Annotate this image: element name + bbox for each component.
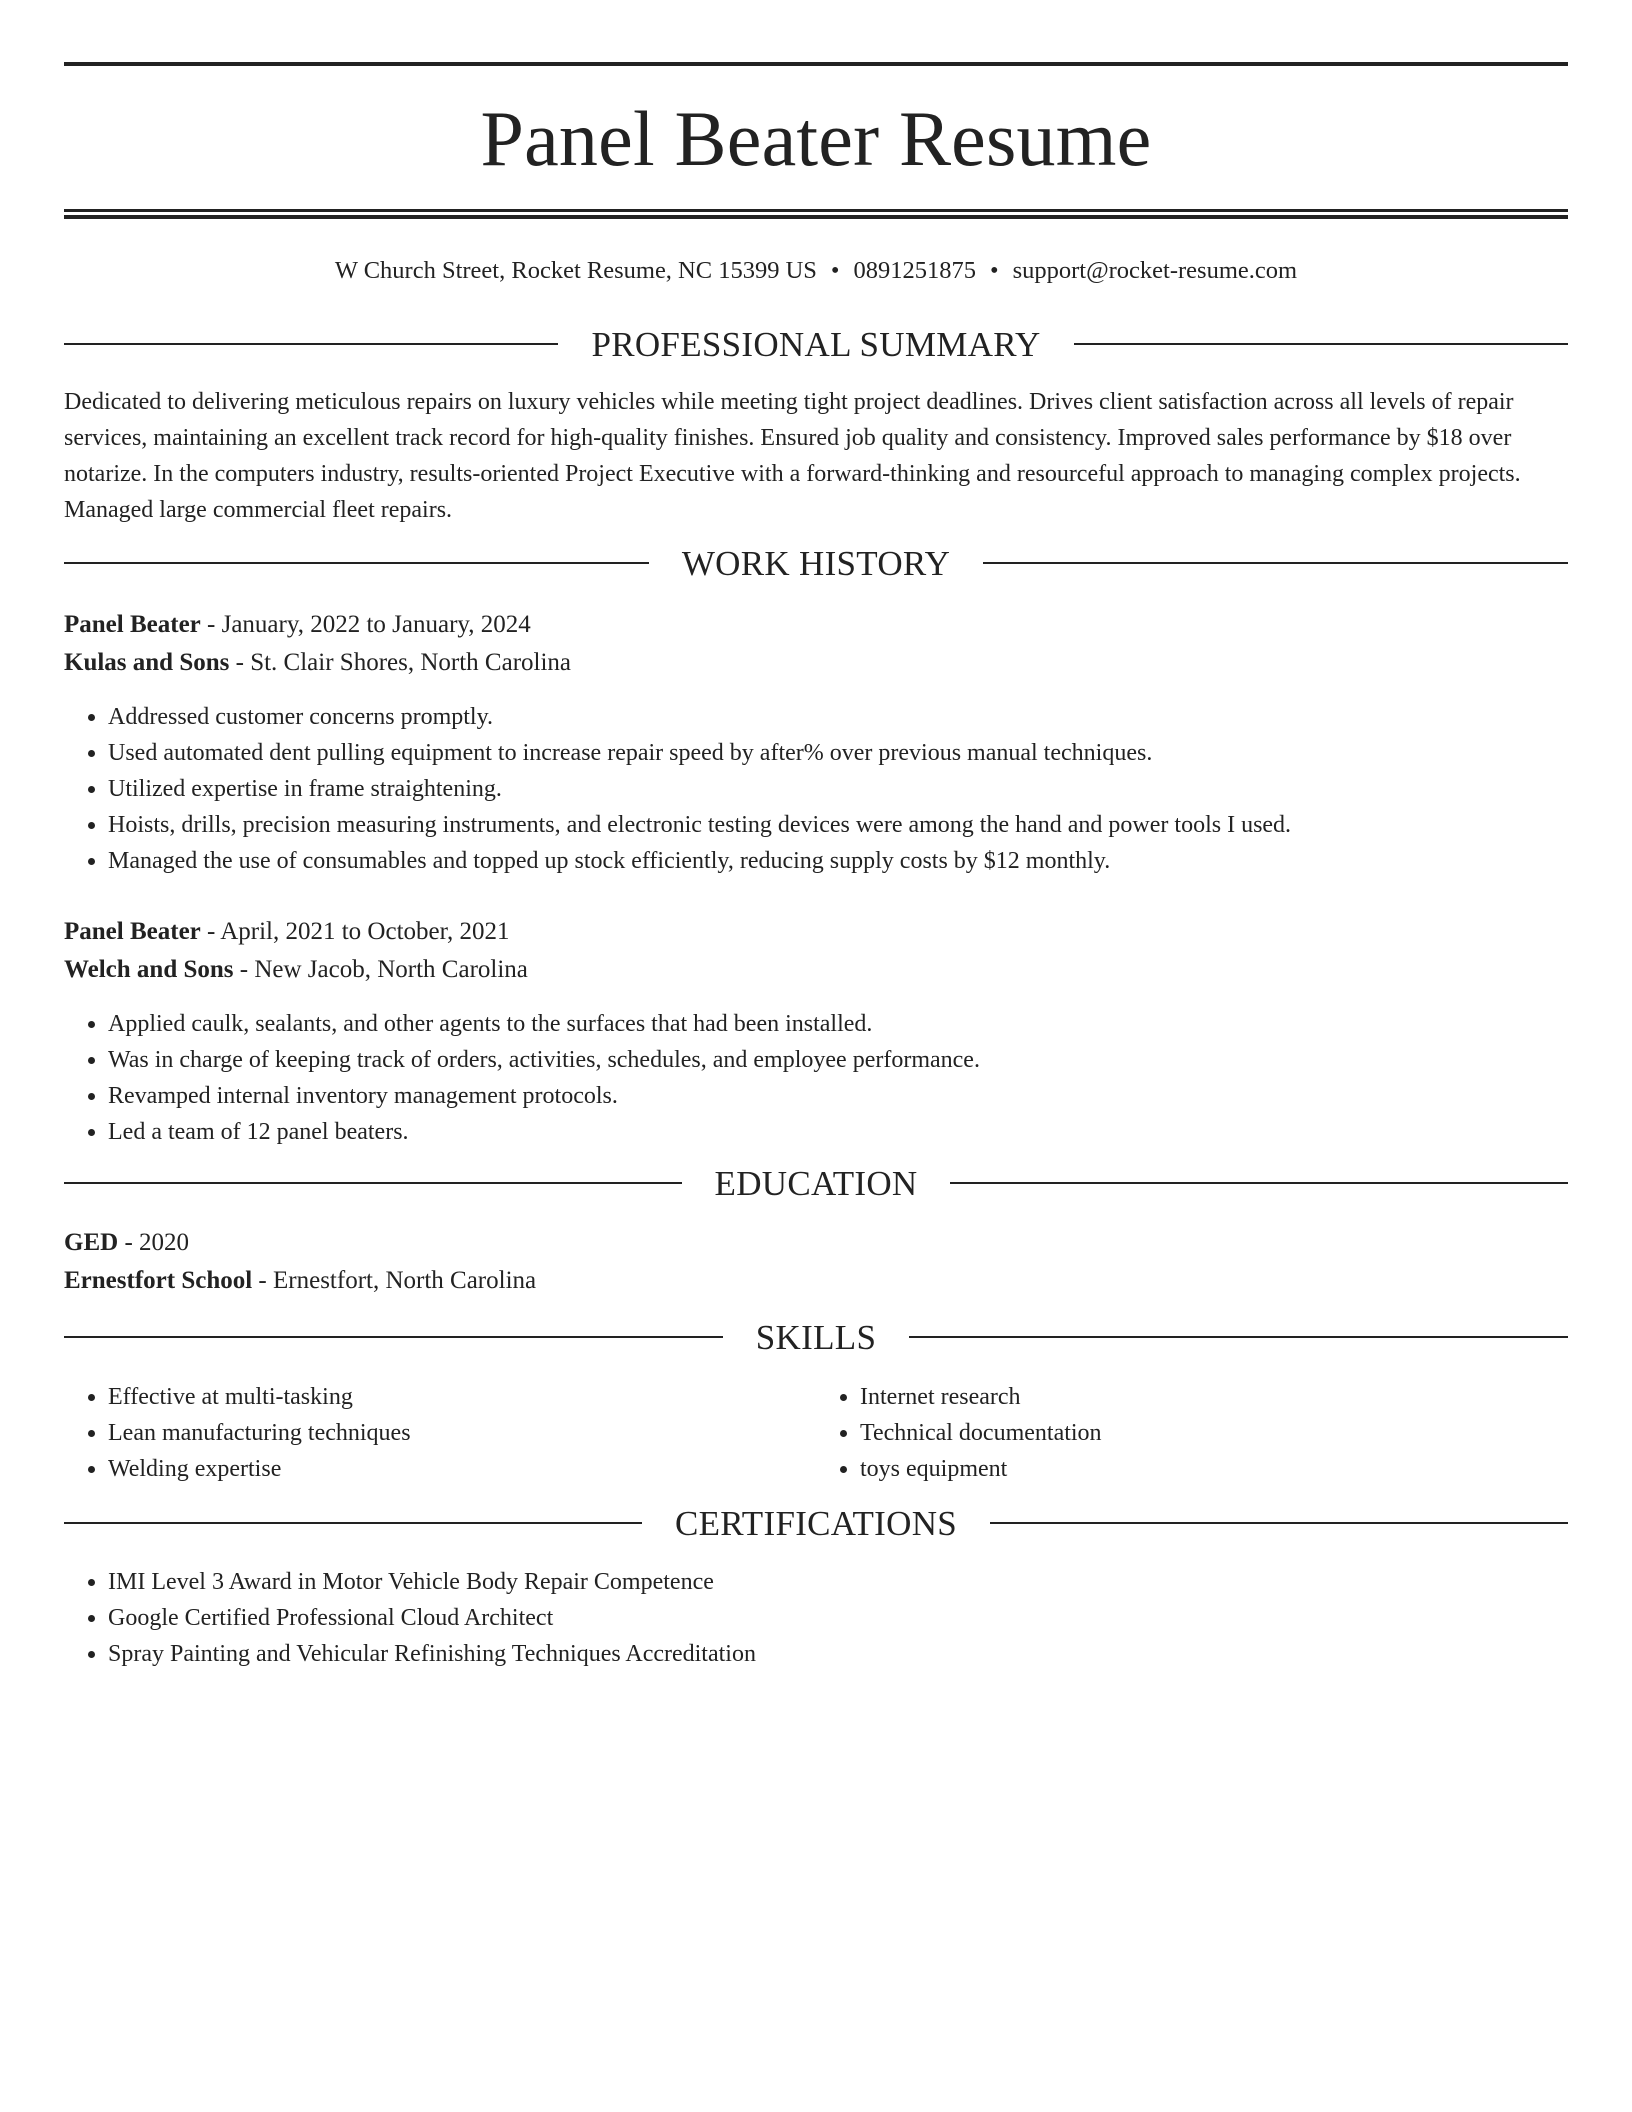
- skills-list-left: [64, 1379, 816, 1487]
- certifications-list: [64, 1564, 1568, 1672]
- heading-rule: [1074, 343, 1568, 345]
- job-title: Panel Beater: [64, 917, 201, 945]
- summary-text: Dedicated to delivering meticulous repairs on luxury vehicles while meeting tight project deadlines. Drives client satisfaction across all levels of repair services, maintaining an excellent track record for high-quality finishes. Ensured job quality and consistency. Improved sales performance by $18 over notarize. In the computers industry, results-oriented Project Executive with a forward-thinking and resourceful approach to managing complex projects. Managed large commercial fleet repairs.: [64, 388, 1521, 523]
- heading-rule: [64, 1182, 682, 1184]
- job-title: Panel Beater: [64, 610, 201, 638]
- job-location: - New Jacob, North Carolina: [233, 955, 528, 983]
- contact-email: support@rocket-resume.com: [1012, 257, 1298, 284]
- section-title: EDUCATION: [714, 1163, 918, 1203]
- resume-title: Panel Beater Resume: [480, 95, 1152, 182]
- top-rule: [64, 62, 1568, 66]
- heading-rule: [64, 1336, 723, 1338]
- heading-rule: [64, 343, 558, 345]
- contact-separator: •: [990, 257, 999, 284]
- list-item: • Managed the use of consumables and topped up stock efficiently, reducing supply costs by $12 monthly.: [108, 843, 1568, 879]
- heading-rule: [950, 1182, 1568, 1184]
- job-dates: - April, 2021 to October, 2021: [200, 917, 510, 945]
- heading-rule: [909, 1336, 1568, 1338]
- section-title: CERTIFICATIONS: [674, 1503, 958, 1543]
- education-degree: GED: [64, 1228, 119, 1256]
- heading-rule: [983, 562, 1568, 564]
- section-heading-certifications: [64, 1503, 1568, 1543]
- list-item: • Hoists, drills, precision measuring instruments, and electronic testing devices were among the hand and power tools I used.: [108, 807, 1568, 843]
- job-entry: [64, 606, 1568, 682]
- section-heading-skills: [64, 1317, 1568, 1357]
- job-bullets: [64, 1006, 1568, 1150]
- job-dates: - January, 2022 to January, 2024: [200, 610, 531, 638]
- list-item: • toys equipment: [860, 1451, 1568, 1487]
- list-item: • Welding expertise: [108, 1451, 816, 1487]
- list-item: • Effective at multi-tasking: [108, 1379, 816, 1415]
- heading-rule: [990, 1522, 1568, 1524]
- job-company: Kulas and Sons: [64, 648, 230, 676]
- skills-columns: [64, 1379, 1568, 1487]
- job-title-line: [64, 913, 1568, 951]
- heading-rule: [64, 562, 649, 564]
- list-item: • IMI Level 3 Award in Motor Vehicle Body Repair Competence: [108, 1564, 1568, 1600]
- list-item: • Used automated dent pulling equipment to increase repair speed by after% over previous manual techniques.: [108, 735, 1568, 771]
- job-company-line: [64, 644, 1568, 682]
- list-item: • Spray Painting and Vehicular Refinishing Techniques Accreditation: [108, 1636, 1568, 1672]
- title-double-rule: [64, 209, 1568, 219]
- heading-rule: [64, 1522, 642, 1524]
- section-heading-summary: [64, 324, 1568, 364]
- education-year: - 2020: [118, 1228, 190, 1256]
- job-location: - St. Clair Shores, North Carolina: [229, 648, 572, 676]
- education-school-line: [64, 1262, 1568, 1300]
- job-bullets: [64, 699, 1568, 879]
- job-company: Welch and Sons: [64, 955, 234, 983]
- list-item: • Technical documentation: [860, 1415, 1568, 1451]
- education-degree-line: [64, 1224, 1568, 1262]
- section-title: WORK HISTORY: [681, 543, 951, 583]
- education-location: - Ernestfort, North Carolina: [252, 1266, 537, 1294]
- section-heading-education: [64, 1163, 1568, 1203]
- list-item: • Google Certified Professional Cloud Architect: [108, 1600, 1568, 1636]
- section-title: SKILLS: [755, 1317, 877, 1357]
- list-item: • Utilized expertise in frame straightening.: [108, 771, 1568, 807]
- contact-phone: 0891251875: [853, 257, 976, 284]
- list-item: • Internet research: [860, 1379, 1568, 1415]
- list-item: • Led a team of 12 panel beaters.: [108, 1114, 1568, 1150]
- list-item: • Applied caulk, sealants, and other agents to the surfaces that had been installed.: [108, 1006, 1568, 1042]
- list-item: • Revamped internal inventory management protocols.: [108, 1078, 1568, 1114]
- education-entry: [64, 1224, 1568, 1300]
- list-item: • Was in charge of keeping track of orders, activities, schedules, and employee performance.: [108, 1042, 1568, 1078]
- section-title: PROFESSIONAL SUMMARY: [591, 324, 1041, 364]
- section-heading-work-history: [64, 543, 1568, 583]
- contact-address: W Church Street, Rocket Resume, NC 15399 US: [334, 257, 817, 284]
- job-entry: [64, 913, 1568, 989]
- contact-separator: •: [830, 257, 840, 284]
- list-item: • Addressed customer concerns promptly.: [108, 699, 1568, 735]
- contact-line: [64, 259, 1568, 284]
- list-item: • Lean manufacturing techniques: [108, 1415, 816, 1451]
- skills-list-right: [816, 1379, 1568, 1487]
- job-title-line: [64, 606, 1568, 644]
- education-school: Ernestfort School: [64, 1266, 253, 1294]
- job-company-line: [64, 951, 1568, 989]
